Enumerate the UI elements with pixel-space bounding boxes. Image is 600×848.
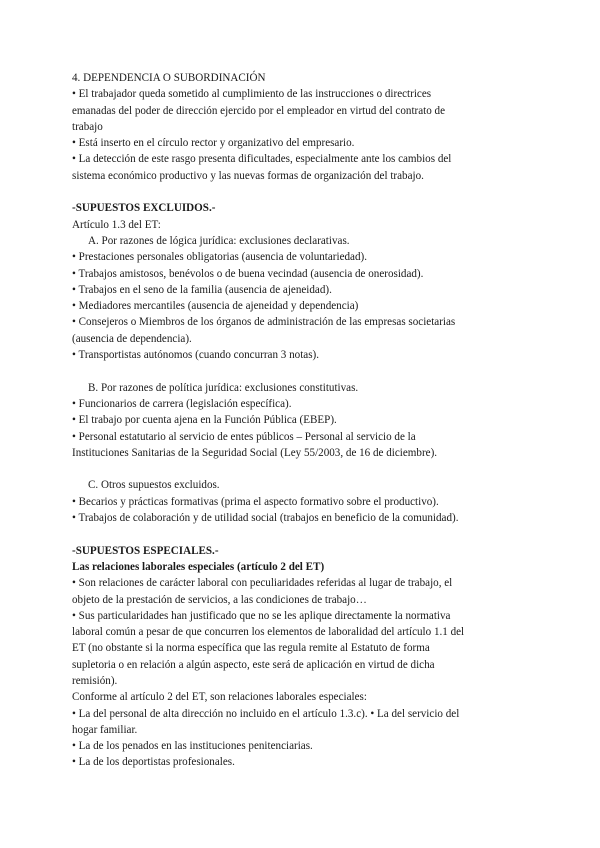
spacer	[72, 461, 532, 477]
article-reference: Artículo 1.3 del ET:	[72, 218, 161, 231]
spacer	[72, 363, 532, 379]
text-line: remisión).	[72, 674, 118, 687]
text-line: • Consejeros o Miembros de los órganos de administración de las empresas societarias	[72, 316, 456, 329]
text-line: supletoria o en relación a algún aspecto, este será de aplicación en virtud de dicha	[72, 658, 435, 671]
text-line: • Funcionarios de carrera (legislación específica).	[72, 397, 292, 410]
text-line: • La de los deportistas profesionales.	[72, 756, 235, 769]
text-line: • Sus particularidades han justificado que no se les aplique directamente la normativa	[72, 609, 451, 622]
text-line: Instituciones Sanitarias de la Seguridad Social (Ley 55/2003, de 16 de diciembre).	[72, 446, 438, 459]
spacer	[72, 184, 532, 200]
section-supuestos-excluidos	[72, 200, 532, 526]
group-b-title: B. Por razones de política jurídica: exclusiones constitutivas.	[88, 381, 359, 394]
text-line: • Trabajos de colaboración y de utilidad social (trabajos en beneficio de la comunidad).	[72, 512, 459, 525]
text-line: (ausencia de dependencia).	[72, 332, 192, 345]
text-line: • Trabajos en el seno de la familia (ausencia de ajeneidad).	[72, 283, 332, 296]
group-a-title: A. Por razones de lógica jurídica: exclusiones declarativas.	[88, 234, 350, 247]
spacer	[72, 526, 532, 542]
section-heading: -SUPUESTOS EXCLUIDOS.-	[72, 202, 216, 215]
text-line: ET (no obstante si la norma específica que las regula remite al Estatuto de forma	[72, 642, 430, 655]
text-line: • El trabajador queda sometido al cumplimiento de las instrucciones o directrices	[72, 88, 432, 101]
text-line: laboral común a pesar de que concurren los elementos de laboralidad del artículo 1.1 del	[72, 626, 465, 639]
text-line: Conforme al artículo 2 del ET, son relaciones laborales especiales:	[72, 691, 367, 704]
text-line: hogar familiar.	[72, 723, 138, 736]
group-c-title: C. Otros supuestos excluidos.	[88, 479, 220, 492]
section-heading: -SUPUESTOS ESPECIALES.-	[72, 544, 219, 557]
text-line: • El trabajo por cuenta ajena en la Función Pública (EBEP).	[72, 414, 337, 427]
text-line: • Transportistas autónomos (cuando concurran 3 notas).	[72, 349, 319, 362]
section-dependencia	[72, 70, 532, 184]
text-line: • La detección de este rasgo presenta dificultades, especialmente ante los cambios del	[72, 153, 452, 166]
section-supuestos-especiales	[72, 543, 532, 771]
document-page	[72, 70, 532, 771]
text-line: • Está inserto en el círculo rector y organizativo del empresario.	[72, 137, 355, 150]
text-line: trabajo	[72, 120, 103, 133]
text-line: • Prestaciones personales obligatorias (ausencia de voluntariedad).	[72, 251, 367, 264]
section-subheading: Las relaciones laborales especiales (artículo 2 del ET)	[72, 560, 325, 573]
text-line: sistema económico productivo y las nuevas formas de organización del trabajo.	[72, 169, 424, 182]
text-line: • Son relaciones de carácter laboral con peculiaridades referidas al lugar de trabajo, el	[72, 577, 453, 590]
text-line: objeto de la prestación de servicios, a las condiciones de trabajo…	[72, 593, 367, 606]
text-line: emanadas del poder de dirección ejercido por el empleador en virtud del contrato de	[72, 104, 446, 117]
text-line: • Trabajos amistosos, benévolos o de buena vecindad (ausencia de onerosidad).	[72, 267, 424, 280]
text-line: • Mediadores mercantiles (ausencia de ajeneidad y dependencia)	[72, 300, 359, 313]
text-line: • La del personal de alta dirección no incluido en el artículo 1.3.c). • La del servicio del	[72, 707, 460, 720]
text-line: • Becarios y prácticas formativas (prima el aspecto formativo sobre el productivo).	[72, 495, 439, 508]
section-heading: 4. DEPENDENCIA O SUBORDINACIÓN	[72, 72, 266, 84]
text-line: • La de los penados en las instituciones penitenciarias.	[72, 740, 313, 753]
text-line: • Personal estatutario al servicio de entes públicos – Personal al servicio de la	[72, 430, 416, 443]
